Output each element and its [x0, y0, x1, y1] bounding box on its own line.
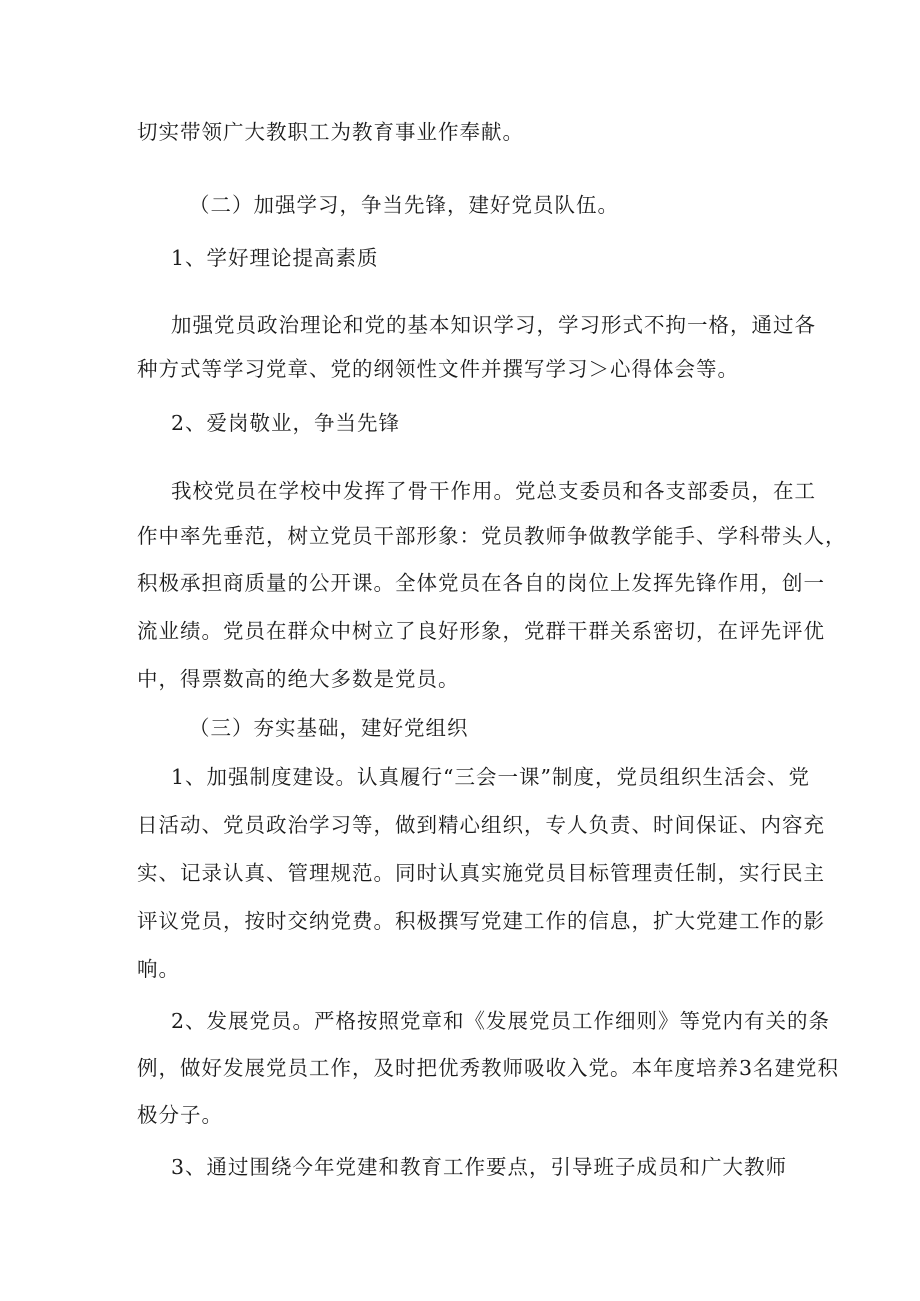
- paragraph-guidance-line-1: 3、通过围绕今年党建和教育工作要点，引导班子成员和广大教师: [171, 1155, 788, 1179]
- paragraph-system-line-3: 实、记录认真、管理规范。同时认真实施党员目标管理责任制，实行民主: [137, 861, 825, 885]
- paragraph-vanguard-line-2: 作中率先垂范，树立党员干部形象：党员教师争做教学能手、学科带头人，: [137, 524, 847, 548]
- paragraph-vanguard-line-1: 我校党员在学校中发挥了骨干作用。党总支委员和各支部委员，在工: [171, 479, 816, 503]
- paragraph-theory-line-2: 种方式等学习党章、党的纲领性文件并撰写学习＞心得体会等。: [137, 357, 739, 381]
- paragraph-recruitment-line-2: 例，做好发展党员工作，及时把优秀教师吸收入党。本年度培养3名建党积: [137, 1056, 840, 1080]
- section-heading-2: （二）加强学习，争当先锋，建好党员队伍。: [189, 193, 619, 217]
- paragraph-vanguard-line-3: 积极承担商质量的公开课。全体党员在各自的岗位上发挥先锋作用，创一: [137, 571, 825, 595]
- paragraph-system-line-4: 评议党员，按时交纳党费。积极撰写党建工作的信息，扩大党建工作的影: [137, 909, 825, 933]
- paragraph-theory-line-1: 加强党员政治理论和党的基本知识学习，学习形式不拘一格，通过各: [171, 313, 816, 337]
- paragraph-vanguard-line-4: 流业绩。党员在群众中树立了良好形象，党群干群关系密切，在评先评优: [137, 619, 825, 643]
- paragraph-recruitment-line-1: 2、发展党员。严格按照党章和《发展党员工作细则》等党内有关的条: [171, 1009, 831, 1033]
- paragraph-vanguard-line-5: 中，得票数高的绝大多数是党员。: [137, 667, 460, 691]
- section-heading-3: （三）夯实基础，建好党组织: [189, 716, 469, 740]
- subsection-title-2: 2、爱岗敬业，争当先锋: [171, 411, 401, 435]
- subsection-title-1: 1、学好理论提高素质: [171, 246, 379, 270]
- paragraph-recruitment-line-3: 极分子。: [137, 1103, 223, 1127]
- paragraph-system-line-5: 响。: [137, 957, 180, 981]
- paragraph-continuation: 切实带领广大教职工为教育事业作奉献。: [137, 120, 524, 144]
- paragraph-system-line-1: 1、加强制度建设。认真履行“三会一课”制度，党员组织生活会、党: [171, 765, 811, 789]
- paragraph-system-line-2: 日活动、党员政治学习等，做到精心组织，专人负责、时间保证、内容充: [137, 813, 825, 837]
